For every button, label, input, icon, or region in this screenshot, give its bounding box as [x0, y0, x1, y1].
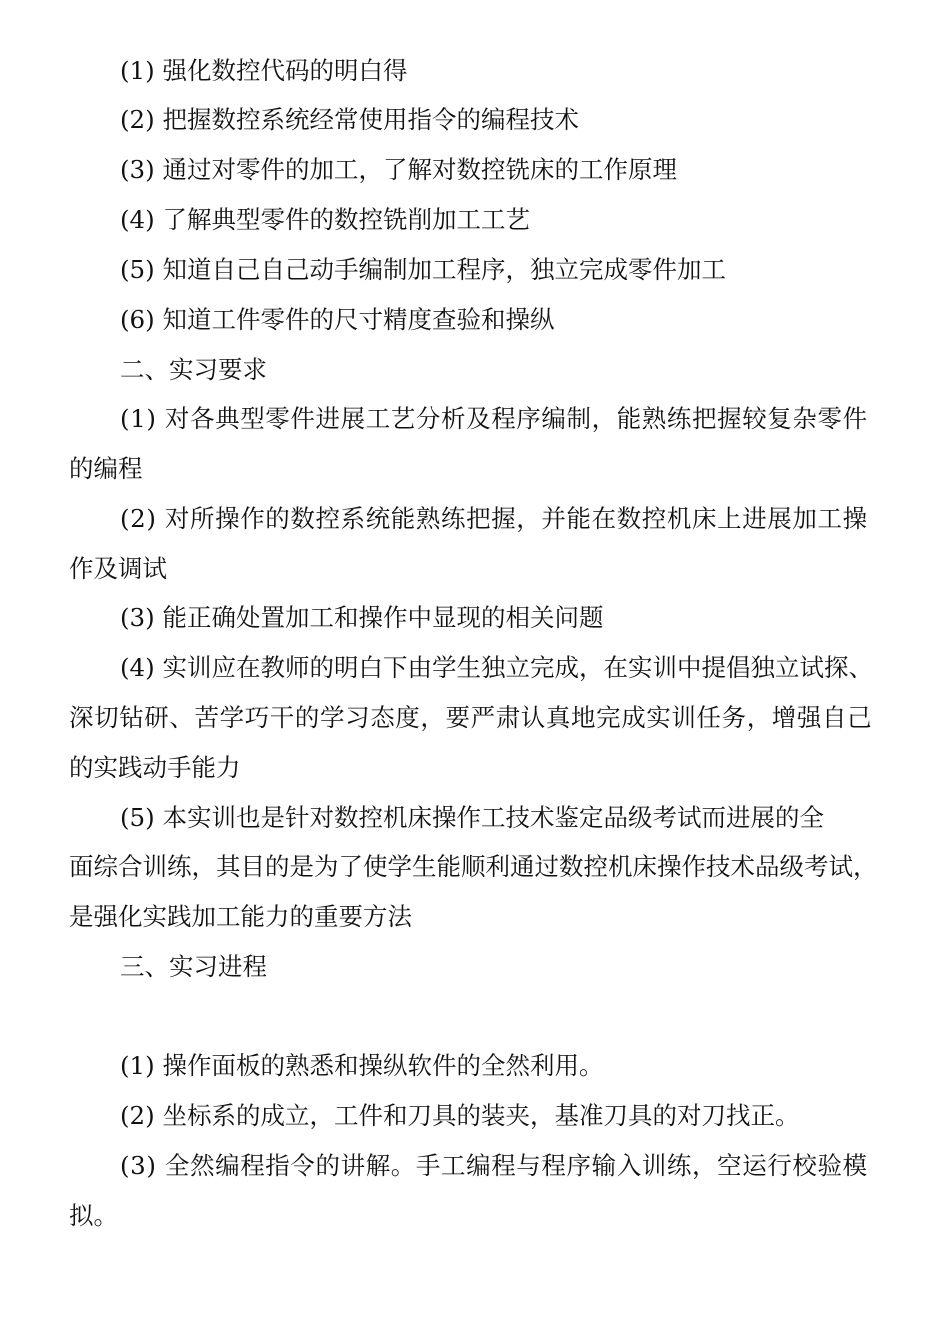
objective-item-1: (1) 强化数控代码的明白得	[120, 56, 408, 85]
objective-item-4: (4) 了解典型零件的数控铣削加工工艺	[120, 205, 530, 234]
requirement-item-2-line-1: (2) 对所操作的数控系统能熟练把握，并能在数控机床上进展加工操	[120, 504, 868, 533]
requirement-item-5-line-1: (5) 本实训也是针对数控机床操作工技术鉴定品级考试而进展的全	[120, 803, 824, 832]
objective-item-3: (3) 通过对零件的加工，了解对数控铣床的工作原理	[120, 155, 677, 184]
requirement-item-1-line-2: 的编程	[69, 454, 143, 483]
section-heading-requirements: 二、实习要求	[120, 355, 267, 384]
requirement-item-4-line-3: 的实践动手能力	[69, 753, 241, 782]
objective-item-6: (6) 知道工件零件的尺寸精度查验和操纵	[120, 305, 555, 334]
process-item-3-line-2: 拟。	[69, 1201, 118, 1230]
section-heading-process: 三、实习进程	[120, 952, 267, 981]
requirement-item-3-line-1: (3) 能正确处置加工和操作中显现的相关问题	[120, 603, 604, 632]
process-item-2-line-1: (2) 坐标系的成立，工件和刀具的装夹，基准刀具的对刀找正。	[120, 1101, 800, 1130]
requirement-item-4-line-2: 深切钻研、苦学巧干的学习态度，要严肃认真地完成实训任务，增强自己	[69, 703, 873, 732]
requirement-item-5-line-3: 是强化实践加工能力的重要方法	[69, 902, 412, 931]
objective-item-5: (5) 知道自己自己动手编制加工程序，独立完成零件加工	[120, 255, 726, 284]
requirement-item-5-line-2: 面综合训练，其目的是为了使学生能顺利通过数控机床操作技术品级考试，	[69, 852, 878, 881]
process-item-1-line-1: (1) 操作面板的熟悉和操纵软件的全然利用。	[120, 1051, 604, 1080]
requirement-item-1-line-1: (1) 对各典型零件进展工艺分析及程序编制，能熟练把握较复杂零件	[120, 404, 868, 433]
requirement-item-4-line-1: (4) 实训应在教师的明白下由学生独立完成，在实训中提倡独立试探、	[120, 653, 873, 682]
process-item-3-line-1: (3) 全然编程指令的讲解。手工编程与程序输入训练，空运行校验模	[120, 1151, 868, 1180]
objective-item-2: (2) 把握数控系统经常使用指令的编程技术	[120, 105, 579, 134]
requirement-item-2-line-2: 作及调试	[69, 554, 167, 583]
